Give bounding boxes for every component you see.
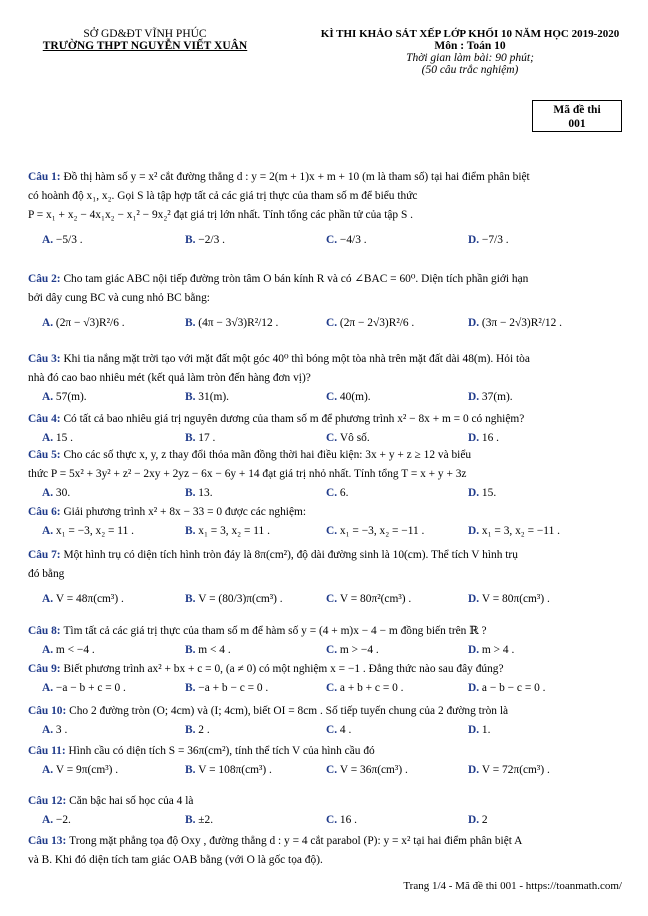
option-text: a − b − c = 0 . <box>481 682 546 694</box>
answer-option[interactable] <box>42 641 95 660</box>
answer-option[interactable] <box>326 761 408 780</box>
question-label: Câu 9: <box>28 663 64 675</box>
question-label: Câu 5: <box>28 449 64 461</box>
option-key: B. <box>185 487 199 499</box>
question-text-line <box>28 546 624 565</box>
question-6 <box>28 503 624 541</box>
question-text: thức P = 5x² + 3y² + z² − 2xy + 2yz − 6x − 6y + 14 đạt giá trị nhỏ nhất. Tính tổng T = x + y + 3z <box>28 468 467 480</box>
answer-option[interactable] <box>185 811 213 830</box>
answer-option[interactable] <box>185 225 225 255</box>
question-text: bởi dây cung BC và cung nhỏ BC bằng: <box>28 292 210 304</box>
answer-option[interactable] <box>185 641 231 660</box>
answer-options <box>28 225 624 255</box>
question-text: Cho các số thực x, y, z thay đổi thỏa mãn đồng thời hai điều kiện: 3x + y + z ≥ 12 và biểu <box>63 449 472 461</box>
question-label: Câu 13: <box>28 835 70 847</box>
option-key: A. <box>42 317 56 329</box>
exam-format: (50 câu trắc nghiệm) <box>421 64 519 76</box>
answer-option[interactable] <box>185 308 278 338</box>
question-label: Câu 4: <box>28 413 64 425</box>
question-text-line <box>28 410 624 429</box>
question-text: Một hình trụ có diện tích hình tròn đáy là 8π(cm²), độ dài đường sinh là 10(cm). Thể tích V hình trụ <box>63 549 518 561</box>
question-text-line <box>28 206 624 225</box>
option-key: B. <box>185 682 199 694</box>
answer-options <box>28 584 624 614</box>
answer-options <box>28 811 624 830</box>
option-key: A. <box>42 487 56 499</box>
option-text: 37(m). <box>481 391 513 403</box>
option-text: 31(m). <box>198 391 229 403</box>
answer-option[interactable] <box>42 721 67 740</box>
option-text: m < 4 . <box>198 644 231 656</box>
answer-option[interactable] <box>468 308 562 338</box>
option-key: B. <box>185 234 199 246</box>
option-key: A. <box>42 814 56 826</box>
answer-option[interactable] <box>468 388 513 407</box>
department-name: SỞ GD&ĐT VĨNH PHÚC <box>83 28 207 40</box>
question-text: Có tất cả bao nhiêu giá trị nguyên dương của tham số m để phương trình x² − 8x + m = 0 có nghiệm? <box>63 413 525 425</box>
question-text-line <box>28 660 624 679</box>
answer-option[interactable] <box>42 484 70 503</box>
option-key: D. <box>468 391 482 403</box>
answer-option[interactable] <box>42 225 83 255</box>
answer-option[interactable] <box>468 225 509 255</box>
option-key: D. <box>468 234 482 246</box>
option-key: A. <box>42 391 56 403</box>
question-text: P = x₁ + x₂ − 4x₁x₂ − x₁² − 9x₂² đạt giá trị lớn nhất. Tính tổng các phần tử của tập S . <box>28 209 414 221</box>
option-text: x₁ = 3, x₂ = −11 . <box>481 525 560 537</box>
question-text-line <box>28 503 624 522</box>
question-text-line <box>28 622 624 641</box>
answer-option[interactable] <box>42 761 118 780</box>
option-text: m < −4 . <box>55 644 95 656</box>
question-text-line <box>28 270 624 289</box>
option-text: −2. <box>55 814 71 826</box>
option-text: 30. <box>55 487 71 499</box>
answer-options <box>28 522 624 541</box>
question-label: Câu 3: <box>28 353 64 365</box>
option-text: 17 . <box>198 432 216 444</box>
option-text: 3 . <box>55 724 68 736</box>
answer-option[interactable] <box>42 308 125 338</box>
answer-option[interactable] <box>326 308 414 338</box>
option-key: D. <box>468 724 482 736</box>
answer-options <box>28 388 624 407</box>
option-key: A. <box>42 764 56 776</box>
option-text: x₁ = −3, x₂ = −11 . <box>339 525 425 537</box>
option-text: 6. <box>339 487 349 499</box>
option-text: (2π − √3)R²/6 . <box>55 317 125 329</box>
question-text: Hình cầu có diện tích S = 36π(cm²), tính thể tích V của hình cầu đó <box>68 745 375 757</box>
option-text: (3π − 2√3)R²/12 . <box>481 317 562 329</box>
option-key: C. <box>326 682 340 694</box>
answer-option[interactable] <box>185 761 272 780</box>
option-key: D. <box>468 682 482 694</box>
answer-option[interactable] <box>42 522 134 541</box>
option-key: B. <box>185 724 199 736</box>
option-key: C. <box>326 391 340 403</box>
page-footer: Trang 1/4 - Mã đề thi 001 - https://toanmath.com/ <box>403 880 622 892</box>
option-key: C. <box>326 593 340 605</box>
question-text-line <box>28 565 624 584</box>
question-4 <box>28 410 624 448</box>
option-text: V = (80/3)π(cm³) . <box>198 593 283 605</box>
question-7 <box>28 546 624 614</box>
question-label: Câu 8: <box>28 625 64 637</box>
option-text: −a − b + c = 0 . <box>55 682 126 694</box>
header-left <box>0 28 290 52</box>
option-text: −4/3 . <box>339 234 367 246</box>
answer-option[interactable] <box>326 641 379 660</box>
question-2 <box>28 270 624 338</box>
answer-options <box>28 721 624 740</box>
question-10 <box>28 702 624 740</box>
question-text: Tìm tất cả các giá trị thực của tham số m để hàm số y = (4 + m)x − 4 − m đồng biến trên ℝ ? <box>63 625 487 637</box>
option-text: V = 80π²(cm³) . <box>339 593 412 605</box>
option-key: C. <box>326 525 340 537</box>
answer-options <box>28 308 624 338</box>
question-text-line <box>28 350 624 369</box>
answer-option[interactable] <box>185 484 213 503</box>
option-text: x₁ = −3, x₂ = 11 . <box>55 525 134 537</box>
question-label: Câu 10: <box>28 705 70 717</box>
question-label: Câu 2: <box>28 273 64 285</box>
question-text-line <box>28 742 624 761</box>
answer-option[interactable] <box>326 522 424 541</box>
option-text: a + b + c = 0 . <box>339 682 404 694</box>
option-text: 16 . <box>481 432 500 444</box>
exam-subject: Môn : Toán 10 <box>434 40 506 52</box>
question-label: Câu 6: <box>28 506 64 518</box>
option-key: D. <box>468 317 482 329</box>
option-text: x₁ = 3, x₂ = 11 . <box>198 525 270 537</box>
option-key: A. <box>42 234 56 246</box>
question-label: Câu 1: <box>28 171 64 183</box>
option-key: A. <box>42 682 56 694</box>
answer-options <box>28 761 624 780</box>
answer-option[interactable] <box>185 679 268 698</box>
question-text: Cho tam giác ABC nội tiếp đường tròn tâm O bán kính R và có ∠BAC = 60⁰. Diện tích phần giới hạn <box>63 273 529 285</box>
question-text: Cho 2 đường tròn (O; 4cm) và (I; 4cm), biết OI = 8cm . Số tiếp tuyến chung của 2 đường tròn là <box>69 705 509 717</box>
option-text: m > 4 . <box>481 644 515 656</box>
answer-option[interactable] <box>42 388 87 407</box>
option-key: C. <box>326 814 340 826</box>
question-text: Trong mặt phẳng tọa độ Oxy , đường thẳng d : y = 4 cắt parabol (P): y = x² tại hai điểm phân biệt A <box>69 835 523 847</box>
option-text: −7/3 . <box>481 234 509 246</box>
answer-option[interactable] <box>326 388 371 407</box>
answer-option[interactable] <box>326 679 403 698</box>
option-key: C. <box>326 317 340 329</box>
answer-option[interactable] <box>42 811 71 830</box>
question-3 <box>28 350 624 407</box>
question-text: Căn bậc hai số học của 4 là <box>69 795 194 807</box>
answer-option[interactable] <box>42 584 124 614</box>
answer-option[interactable] <box>468 522 560 541</box>
option-text: −a + b − c = 0 . <box>198 682 269 694</box>
exam-code-label: Mã đề thi <box>553 104 601 116</box>
question-text: Biết phương trình ax² + bx + c = 0, (a ≠ 0) có một nghiệm x = −1 . Đẳng thức nào sau đây đúng? <box>63 663 504 675</box>
option-key: B. <box>185 764 199 776</box>
option-key: A. <box>42 593 56 605</box>
question-8 <box>28 622 624 660</box>
option-text: 2 <box>481 814 488 826</box>
option-text: −5/3 . <box>55 234 83 246</box>
option-text: V = 72π(cm³) . <box>481 764 550 776</box>
answer-option[interactable] <box>326 584 411 614</box>
answer-options <box>28 484 624 503</box>
option-text: V = 80π(cm³) . <box>481 593 550 605</box>
answer-option[interactable] <box>185 388 229 407</box>
option-key: B. <box>185 317 199 329</box>
school-name: TRƯỜNG THPT NGUYỄN VIẾT XUÂN <box>42 40 248 52</box>
answer-options <box>28 641 624 660</box>
question-text: đó bằng <box>28 568 65 580</box>
question-text: Đồ thị hàm số y = x² cắt đường thẳng d : y = 2(m + 1)x + m + 10 (m là tham số) tại hai điểm phân biệt <box>63 171 530 183</box>
exam-time: Thời gian làm bài: 90 phút; <box>406 52 534 64</box>
exam-code-value: 001 <box>568 118 586 130</box>
option-text: (2π − 2√3)R²/6 . <box>339 317 415 329</box>
option-key: B. <box>185 593 199 605</box>
option-key: D. <box>468 525 482 537</box>
question-text: và B. Khi đó diện tích tam giác OAB bằng (với O là gốc tọa độ). <box>28 854 323 866</box>
option-key: C. <box>326 234 340 246</box>
question-5 <box>28 446 624 503</box>
question-text-line <box>28 465 624 484</box>
exam-code-box <box>532 100 622 132</box>
question-text-line <box>28 851 624 870</box>
question-text-line <box>28 187 624 206</box>
option-key: B. <box>185 432 199 444</box>
question-text: Khi tia nắng mặt trời tạo với mặt đất một góc 40⁰ thì bóng một tòa nhà trên mặt đất dài 48(m). Hỏi tòa <box>63 353 530 365</box>
option-text: V = 108π(cm³) . <box>198 764 272 776</box>
answer-option[interactable] <box>185 721 210 740</box>
question-9 <box>28 660 624 698</box>
question-text: có hoành độ x₁, x₂. Gọi S là tập hợp tất cả các giá trị thực của tham số m để biểu thức <box>28 190 418 202</box>
option-key: C. <box>326 432 340 444</box>
option-text: 1. <box>481 724 491 736</box>
answer-option[interactable] <box>326 721 351 740</box>
question-text-line <box>28 289 624 308</box>
question-label: Câu 7: <box>28 549 64 561</box>
option-text: m > −4 . <box>339 644 379 656</box>
answer-option[interactable] <box>326 484 348 503</box>
option-text: 40(m). <box>339 391 371 403</box>
question-text-line <box>28 369 624 388</box>
answer-option[interactable] <box>326 225 367 255</box>
question-text: Giải phương trình x² + 8x − 33 = 0 được các nghiệm: <box>63 506 307 518</box>
answer-option[interactable] <box>185 522 270 541</box>
option-key: B. <box>185 525 199 537</box>
question-13 <box>28 832 624 870</box>
option-text: Vô số. <box>339 432 370 444</box>
question-text-line <box>28 168 624 187</box>
option-key: A. <box>42 724 56 736</box>
question-text-line <box>28 702 624 721</box>
option-text: 15. <box>481 487 497 499</box>
option-text: 13. <box>198 487 213 499</box>
question-text-line <box>28 446 624 465</box>
header-right <box>300 28 640 76</box>
answer-option[interactable] <box>468 811 488 830</box>
answer-option[interactable] <box>468 721 490 740</box>
answer-option[interactable] <box>468 761 550 780</box>
option-text: 15 . <box>55 432 74 444</box>
answer-option[interactable] <box>468 584 550 614</box>
option-key: D. <box>468 593 482 605</box>
option-key: D. <box>468 487 482 499</box>
option-key: C. <box>326 644 340 656</box>
option-key: B. <box>185 814 199 826</box>
question-label: Câu 12: <box>28 795 70 807</box>
option-key: D. <box>468 432 482 444</box>
option-key: A. <box>42 525 56 537</box>
answer-option[interactable] <box>185 584 283 614</box>
exam-title: KÌ THI KHẢO SÁT XẾP LỚP KHỐI 10 NĂM HỌC 2019-2020 <box>320 28 620 40</box>
question-text-line <box>28 792 624 811</box>
question-12 <box>28 792 624 830</box>
option-key: C. <box>326 724 340 736</box>
option-key: C. <box>326 487 340 499</box>
option-key: A. <box>42 432 56 444</box>
option-key: B. <box>185 644 199 656</box>
option-key: A. <box>42 644 56 656</box>
question-text: nhà đó cao bao nhiêu mét (kết quả làm tròn đến hàng đơn vị)? <box>28 372 311 384</box>
option-key: B. <box>185 391 199 403</box>
option-text: 4 . <box>339 724 352 736</box>
option-text: 57(m). <box>55 391 87 403</box>
option-text: V = 9π(cm³) . <box>55 764 119 776</box>
option-text: −2/3 . <box>198 234 225 246</box>
question-text-line <box>28 832 624 851</box>
option-key: D. <box>468 814 482 826</box>
option-text: 16 . <box>339 814 358 826</box>
answer-option[interactable] <box>468 679 545 698</box>
question-11 <box>28 742 624 780</box>
option-text: V = 48π(cm³) . <box>55 593 124 605</box>
option-text: ±2. <box>198 814 214 826</box>
option-key: D. <box>468 764 482 776</box>
option-text: V = 36π(cm³) . <box>339 764 408 776</box>
option-text: (4π − 3√3)R²/12 . <box>198 317 279 329</box>
question-1 <box>28 168 624 255</box>
answer-options <box>28 679 624 698</box>
answer-option[interactable] <box>468 484 496 503</box>
option-key: D. <box>468 644 482 656</box>
option-key: C. <box>326 764 340 776</box>
answer-option[interactable] <box>326 811 357 830</box>
answer-option[interactable] <box>42 679 126 698</box>
answer-option[interactable] <box>468 641 514 660</box>
question-label: Câu 11: <box>28 745 69 757</box>
option-text: 2 . <box>198 724 210 736</box>
